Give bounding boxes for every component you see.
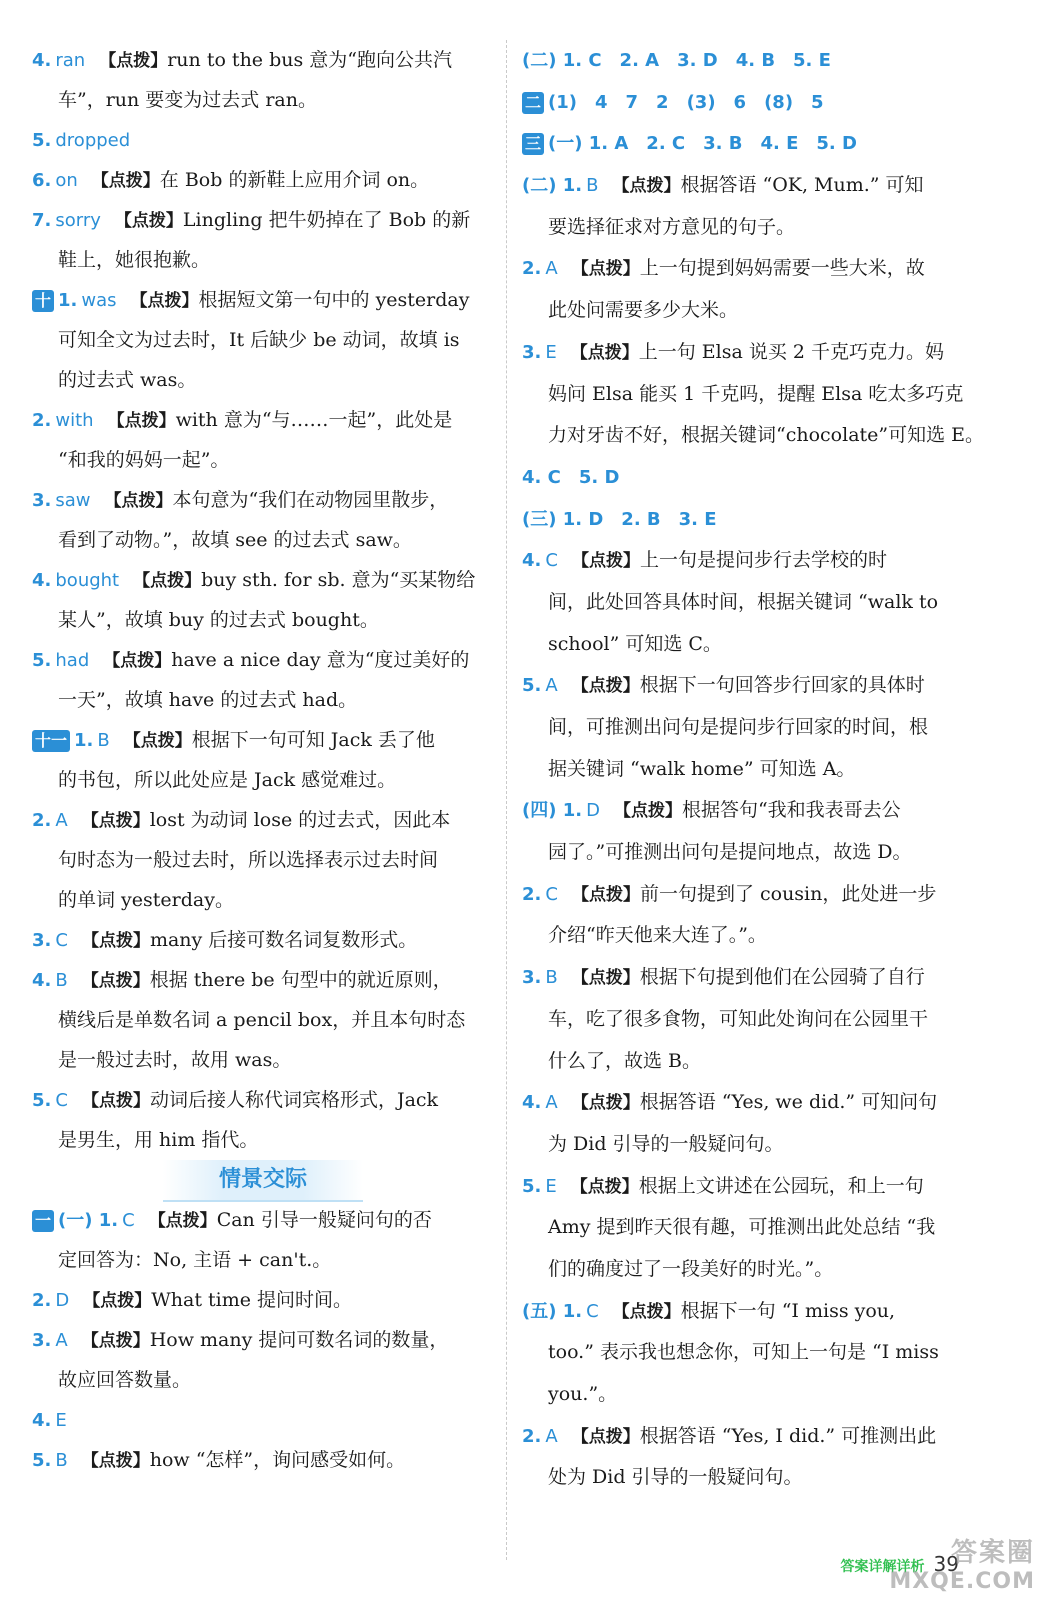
answer-item xyxy=(522,1291,992,1333)
answer-value: on xyxy=(55,170,78,191)
explanation-text: 根据答句“我和我表哥去公 xyxy=(681,799,901,822)
question-number: (四) 1. xyxy=(522,800,583,822)
answer-continuation xyxy=(32,680,494,720)
explanation-text: 此处问需要多少大米。 xyxy=(548,299,739,322)
explanation-text: What time 提问时间。 xyxy=(151,1289,353,1311)
answer-value: B xyxy=(55,1450,68,1471)
hint-tag: 【点拨】 xyxy=(83,1291,152,1311)
answer-value: dropped xyxy=(55,130,131,151)
answer-list: (二) 1. C 2. A 3. D 4. B 5. E xyxy=(522,50,831,71)
answer-value: sorry xyxy=(55,210,101,231)
question-number: 4. xyxy=(32,50,52,71)
answer-continuation xyxy=(522,999,992,1041)
answer-item xyxy=(522,165,992,207)
answer-continuation xyxy=(32,880,494,920)
answer-item xyxy=(522,457,992,499)
explanation-text: you.”。 xyxy=(548,1383,618,1405)
answer-value: C xyxy=(545,550,558,572)
explanation-text: 一天”，故填 have 的过去式 had。 xyxy=(58,689,358,711)
explanation-text: 上一句提到妈妈需要一些大米，故 xyxy=(639,257,925,280)
answer-item xyxy=(32,1200,494,1240)
explanation-text: 前一句提到了 cousin，此处进一步 xyxy=(639,882,937,905)
question-number: 4. xyxy=(522,1092,542,1114)
explanation-text: how “怎样”，询问感受如何。 xyxy=(149,1449,406,1471)
hint-tag: 【点拨】 xyxy=(123,731,192,751)
answer-item xyxy=(32,920,494,960)
answer-value: E xyxy=(55,1410,67,1431)
answer-item xyxy=(32,480,494,520)
question-number: 2. xyxy=(32,410,52,431)
section-number-badge: 一 xyxy=(32,1210,54,1232)
answer-item xyxy=(522,957,992,999)
hint-tag: 【点拨】 xyxy=(133,571,202,591)
answer-value: was xyxy=(81,290,117,311)
question-number: 5. xyxy=(32,1090,52,1111)
answer-item xyxy=(32,1280,494,1320)
explanation-text: 根据答语 “OK, Mum.” 可知 xyxy=(680,174,924,197)
section-number-badge: 十 xyxy=(32,290,54,312)
hint-tag: 【点拨】 xyxy=(81,1451,150,1471)
answer-continuation xyxy=(522,832,992,874)
answer-value: C xyxy=(586,1300,599,1322)
answer-value: ran xyxy=(55,50,86,71)
answer-item xyxy=(522,540,992,582)
explanation-text: 的单词 yesterday。 xyxy=(58,889,234,911)
section-title-text: 情景交际 xyxy=(163,1160,363,1202)
answer-continuation xyxy=(32,240,494,280)
answer-value: with xyxy=(55,410,94,431)
answer-list: 4. C 5. D xyxy=(522,466,620,488)
answer-continuation xyxy=(32,320,494,360)
answer-continuation xyxy=(32,1000,494,1040)
explanation-text: 上一句是提问步行去学校的时 xyxy=(639,549,887,572)
footer-label: 答案详解详析 xyxy=(840,1559,925,1575)
answer-continuation xyxy=(32,1040,494,1080)
explanation-text: 的书包，所以此处应是 Jack 感觉难过。 xyxy=(58,769,397,791)
hint-tag: 【点拨】 xyxy=(571,1426,640,1447)
answer-value: had xyxy=(55,650,90,671)
answer-value: C xyxy=(55,1090,68,1111)
question-number: (二) 1. xyxy=(522,175,583,197)
answer-value: C xyxy=(122,1210,135,1231)
question-number: 1. xyxy=(74,730,94,751)
answer-value: A xyxy=(545,258,558,280)
answer-continuation xyxy=(522,1207,992,1249)
explanation-text: 根据答语 “Yes, I did.” 可推测出此 xyxy=(639,1424,937,1447)
explanation-text: 车”，run 要变为过去式 ran。 xyxy=(58,89,317,111)
explanation-text: Amy 提到昨天很有趣，可推测出此处总结 “我 xyxy=(548,1216,936,1239)
explanation-text: 本句意为“我们在动物园里散步， xyxy=(172,489,449,511)
question-number: 3. xyxy=(32,1330,52,1351)
explanation-text: 介绍“昨天他来大连了。”。 xyxy=(548,924,767,947)
answer-item xyxy=(32,720,494,760)
answer-item xyxy=(522,1416,992,1458)
hint-tag: 【点拨】 xyxy=(571,1093,640,1114)
answer-item xyxy=(32,960,494,1000)
answer-item xyxy=(522,874,992,916)
answer-continuation xyxy=(32,360,494,400)
explanation-text: school” 可知选 C。 xyxy=(548,632,722,655)
hint-tag: 【点拨】 xyxy=(612,1301,681,1322)
hint-tag: 【点拨】 xyxy=(104,491,173,511)
explanation-text: Lingling 把牛奶掉在了 Bob 的新 xyxy=(182,209,471,231)
answer-continuation xyxy=(32,440,494,480)
explanation-text: 为 Did 引导的一般疑问句。 xyxy=(548,1132,784,1155)
answer-item xyxy=(32,200,494,240)
question-number: 3. xyxy=(522,341,542,363)
explanation-text: 间，此处回答具体时间，根据关键词 “walk to xyxy=(548,590,939,613)
explanation-text: “和我的妈妈一起”。 xyxy=(58,449,230,471)
explanation-text: 根据答语 “Yes, we did.” 可知问句 xyxy=(639,1091,938,1114)
answer-item xyxy=(522,40,992,82)
explanation-text: 据关键词 “walk home” 可知选 A。 xyxy=(548,757,856,780)
section-heading xyxy=(32,1160,494,1200)
answer-item xyxy=(522,82,992,124)
hint-tag: 【点拨】 xyxy=(570,342,639,363)
hint-tag: 【点拨】 xyxy=(81,1331,150,1351)
watermark-url: MXQE.COM xyxy=(889,1569,1035,1594)
explanation-text: 妈问 Elsa 能买 1 千克吗，提醒 Elsa 吃太多巧克 xyxy=(548,382,964,405)
answer-continuation xyxy=(522,290,992,332)
hint-tag: 【点拨】 xyxy=(103,651,172,671)
explanation-text: 可知全文为过去时，It 后缺少 be 动词，故填 is xyxy=(58,329,460,351)
question-number: 4. xyxy=(32,570,52,591)
explanation-text: 是男生，用 him 指代。 xyxy=(58,1129,259,1151)
answer-value: B xyxy=(55,970,68,991)
answer-item xyxy=(32,800,494,840)
explanation-text: 句时态为一般过去时，所以选择表示过去时间 xyxy=(58,849,439,871)
explanation-text: 园了。”可推测出问句是提问地点，故选 D。 xyxy=(548,841,912,864)
question-number: 6. xyxy=(32,170,52,191)
explanation-text: 根据上文讲述在公园玩，和上一句 xyxy=(638,1174,924,1197)
hint-tag: 【点拨】 xyxy=(612,176,681,197)
section-number-badge: 二 xyxy=(522,92,544,114)
explanation-text: 在 Bob 的新鞋上应用介词 on。 xyxy=(159,169,430,191)
answer-continuation xyxy=(522,707,992,749)
answer-continuation xyxy=(522,1374,992,1416)
answer-value: A xyxy=(55,1330,68,1351)
question-number: (一) 1. xyxy=(58,1210,119,1231)
answer-continuation xyxy=(522,207,992,249)
answer-continuation xyxy=(522,374,992,416)
answer-continuation xyxy=(522,1124,992,1166)
right-column xyxy=(522,40,992,1499)
hint-tag: 【点拨】 xyxy=(91,171,160,191)
answer-continuation xyxy=(32,1120,494,1160)
hint-tag: 【点拨】 xyxy=(571,884,640,905)
explanation-text: 们的确度过了一段美好的时光。”。 xyxy=(548,1257,834,1280)
answer-item xyxy=(32,1080,494,1120)
question-number: 7. xyxy=(32,210,52,231)
explanation-text: buy sth. for sb. 意为“买某物给 xyxy=(201,569,476,591)
explanation-text: 根据下一句可知 Jack 丢了他 xyxy=(191,729,435,751)
section-number-badge: 三 xyxy=(522,133,544,155)
explanation-text: 要选择征求对方意见的句子。 xyxy=(548,215,796,238)
answer-continuation xyxy=(522,582,992,624)
answer-value: C xyxy=(55,930,68,951)
question-number: 3. xyxy=(32,930,52,951)
answer-item xyxy=(32,120,494,160)
question-number: 2. xyxy=(522,258,542,280)
answer-continuation xyxy=(32,1240,494,1280)
explanation-text: many 后接可数名词复数形式。 xyxy=(149,929,418,951)
answer-value: A xyxy=(545,1092,558,1114)
answer-item xyxy=(32,1400,494,1440)
answer-continuation xyxy=(522,1457,992,1499)
answer-continuation xyxy=(32,840,494,880)
answer-continuation xyxy=(522,915,992,957)
answer-item xyxy=(522,248,992,290)
answer-item xyxy=(522,665,992,707)
explanation-text: 故应回答数量。 xyxy=(58,1369,192,1391)
explanation-text: 根据下句提到他们在公园骑了自行 xyxy=(639,966,925,989)
explanation-text: 根据下一句回答步行回家的具体时 xyxy=(639,674,925,697)
column-divider xyxy=(506,40,507,1560)
explanation-text: Can 引导一般疑问句的否 xyxy=(216,1209,432,1231)
answer-item xyxy=(32,160,494,200)
answer-item xyxy=(32,1440,494,1480)
answer-list: (三) 1. D 2. B 3. E xyxy=(522,508,717,530)
answer-value: D xyxy=(55,1290,70,1311)
answer-continuation xyxy=(32,80,494,120)
question-number: 5. xyxy=(522,1175,542,1197)
answer-continuation xyxy=(522,1041,992,1083)
answer-list: (1) 4 7 2 (3) 6 (8) 5 xyxy=(548,91,824,113)
answer-item xyxy=(32,400,494,440)
explanation-text: run to the bus 意为“跑向公共汽 xyxy=(167,49,452,71)
answer-item xyxy=(32,280,494,320)
answer-item xyxy=(522,123,992,165)
hint-tag: 【点拨】 xyxy=(99,51,168,71)
answer-item xyxy=(522,1166,992,1208)
answer-continuation xyxy=(32,600,494,640)
answer-value: B xyxy=(586,175,599,197)
explanation-text: 车，吃了很多食物，可知此处询问在公园里干 xyxy=(548,1007,929,1030)
left-column xyxy=(32,40,494,1480)
explanation-text: 是一般过去时，故用 was。 xyxy=(58,1049,292,1071)
answer-continuation xyxy=(522,749,992,791)
answer-value: A xyxy=(55,810,68,831)
explanation-text: have a nice day 意为“度过美好的 xyxy=(171,649,470,671)
question-number: 4. xyxy=(522,550,542,572)
explanation-text: 根据短文第一句中的 yesterday xyxy=(198,289,470,311)
hint-tag: 【点拨】 xyxy=(571,259,640,280)
watermark-logo xyxy=(889,1532,1035,1594)
answer-value: E xyxy=(545,341,557,363)
watermark-logo-text: 答案圈 xyxy=(950,1538,1035,1568)
hint-tag: 【点拨】 xyxy=(81,1091,150,1111)
hint-tag: 【点拨】 xyxy=(571,968,640,989)
answer-continuation xyxy=(522,1332,992,1374)
answer-item xyxy=(522,332,992,374)
answer-item xyxy=(522,1082,992,1124)
explanation-text: 鞋上，她很抱歉。 xyxy=(58,249,211,271)
explanation-text: 的过去式 was。 xyxy=(58,369,197,391)
answer-item xyxy=(32,640,494,680)
answer-value: A xyxy=(545,1425,558,1447)
hint-tag: 【点拨】 xyxy=(571,676,640,697)
explanation-text: How many 提问可数名词的数量， xyxy=(149,1329,449,1351)
explanation-text: 什么了，故选 B。 xyxy=(548,1049,702,1072)
answer-item xyxy=(32,1320,494,1360)
question-number: (五) 1. xyxy=(522,1300,583,1322)
question-number: 2. xyxy=(522,1425,542,1447)
hint-tag: 【点拨】 xyxy=(114,211,183,231)
hint-tag: 【点拨】 xyxy=(81,811,150,831)
answer-continuation xyxy=(522,1249,992,1291)
question-number: 1. xyxy=(58,290,78,311)
question-number: 5. xyxy=(32,130,52,151)
question-number: 5. xyxy=(522,675,542,697)
question-number: 5. xyxy=(32,1450,52,1471)
answer-item xyxy=(32,40,494,80)
answer-continuation xyxy=(32,760,494,800)
hint-tag: 【点拨】 xyxy=(81,931,150,951)
answer-list: (一) 1. A 2. C 3. B 4. E 5. D xyxy=(548,133,857,155)
explanation-text: 根据下一句 “I miss you, xyxy=(680,1299,896,1322)
explanation-text: too.” 表示我也想念你，可知上一句是 “I miss xyxy=(548,1341,939,1364)
answer-item xyxy=(32,560,494,600)
question-number: 3. xyxy=(32,490,52,511)
explanation-text: with 意为“与……一起”，此处是 xyxy=(175,409,453,431)
explanation-text: 动词后接人称代词宾格形式，Jack xyxy=(149,1089,439,1111)
answer-continuation xyxy=(32,520,494,560)
hint-tag: 【点拨】 xyxy=(571,551,640,572)
explanation-text: 根据 there be 句型中的就近原则， xyxy=(149,969,452,991)
answer-value: B xyxy=(545,967,558,989)
answer-item xyxy=(522,499,992,541)
explanation-text: 看到了动物。”，故填 see 的过去式 saw。 xyxy=(58,529,412,551)
answer-value: D xyxy=(586,800,600,822)
explanation-text: 力对牙齿不好，根据关键词“chocolate”可知选 E。 xyxy=(548,424,985,447)
explanation-text: 处为 Did 引导的一般疑问句。 xyxy=(548,1466,803,1489)
explanation-text: 横线后是单数名词 a pencil box，并且本句时态 xyxy=(58,1009,466,1031)
hint-tag: 【点拨】 xyxy=(130,291,199,311)
question-number: 5. xyxy=(32,650,52,671)
answer-continuation xyxy=(522,415,992,457)
question-number: 2. xyxy=(522,883,542,905)
question-number: 2. xyxy=(32,810,52,831)
question-number: 4. xyxy=(32,970,52,991)
answer-value: bought xyxy=(55,570,120,591)
explanation-text: lost 为动词 lose 的过去式，因此本 xyxy=(149,809,451,831)
explanation-text: 上一句 Elsa 说买 2 千克巧克力。妈 xyxy=(638,340,945,363)
explanation-text: 间，可推测出问句是提问步行回家的时间，根 xyxy=(548,716,929,738)
explanation-text: 定回答为：No, 主语 + can't.。 xyxy=(58,1249,332,1271)
answer-value: E xyxy=(545,1175,557,1197)
hint-tag: 【点拨】 xyxy=(613,801,682,822)
answer-continuation xyxy=(522,624,992,666)
answer-value: C xyxy=(545,883,558,905)
hint-tag: 【点拨】 xyxy=(107,411,176,431)
hint-tag: 【点拨】 xyxy=(570,1176,639,1197)
question-number: 3. xyxy=(522,967,542,989)
page-number: 39 xyxy=(933,1552,959,1576)
answer-value: B xyxy=(97,730,110,751)
answer-value: saw xyxy=(55,490,91,511)
hint-tag: 【点拨】 xyxy=(81,971,150,991)
answer-continuation xyxy=(32,1360,494,1400)
question-number: 4. xyxy=(32,1410,52,1431)
section-number-badge: 十一 xyxy=(32,730,70,752)
answer-value: A xyxy=(545,675,558,697)
hint-tag: 【点拨】 xyxy=(148,1211,217,1231)
answer-item xyxy=(522,790,992,832)
explanation-text: 某人”，故填 buy 的过去式 bought。 xyxy=(58,609,379,631)
question-number: 2. xyxy=(32,1290,52,1311)
